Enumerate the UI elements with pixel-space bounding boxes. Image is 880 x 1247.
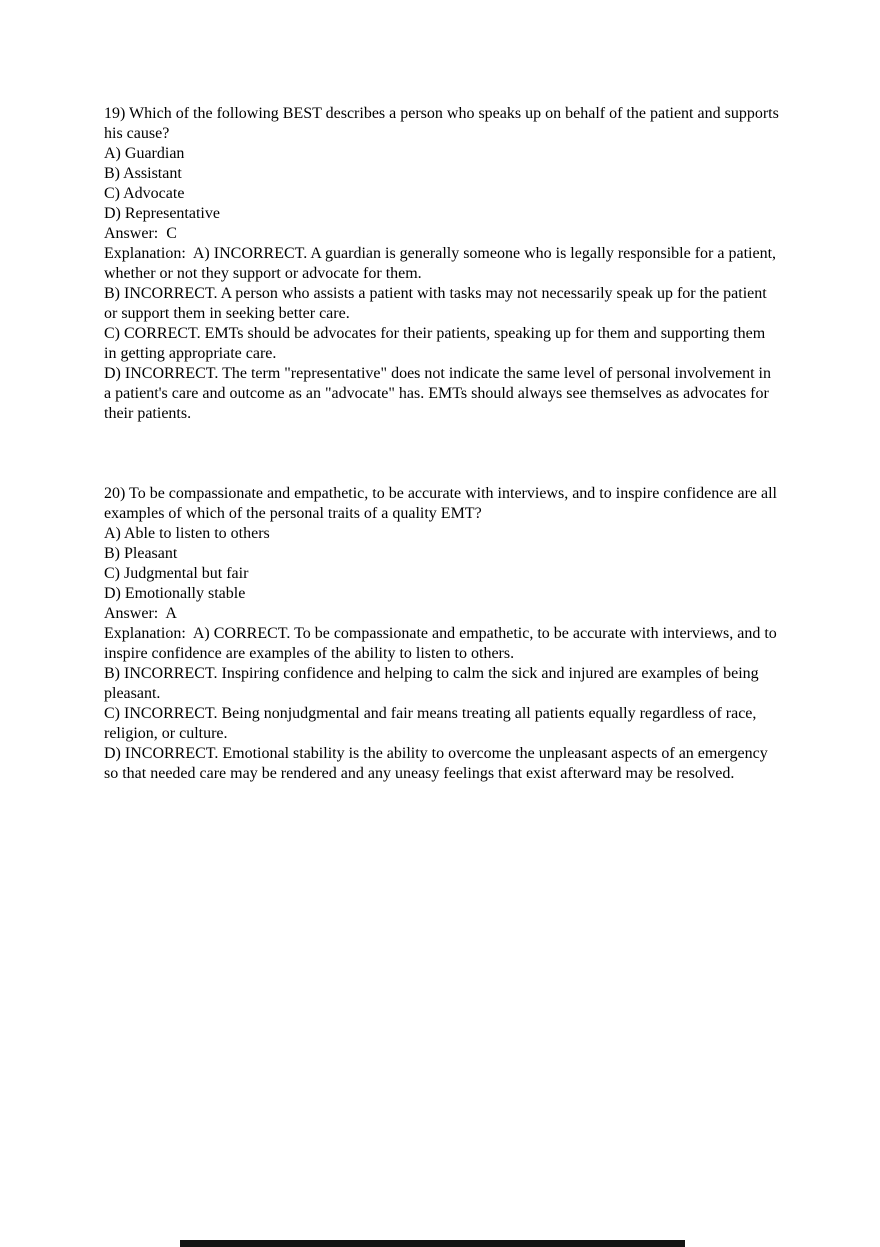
page-content [104, 104, 783, 784]
explanation-paragraph-c: C) CORRECT. EMTs should be advocates for their patients, speaking up for them and supporting them in getting appropriate care. [104, 325, 770, 362]
question-stem: 19) Which of the following BEST describes a person who speaks up on behalf of the patient and supports his cause? [104, 105, 783, 142]
question-option-c: C) Judgmental but fair [104, 565, 249, 582]
question-19 [104, 104, 783, 424]
question-option-b: B) Pleasant [104, 545, 178, 562]
explanation-paragraph-a: Explanation: A) INCORRECT. A guardian is generally someone who is legally responsible for a patient, whether or not they support or advocate for them. [104, 245, 781, 282]
question-option-a: A) Able to listen to others [104, 525, 270, 542]
explanation-paragraph-b: B) INCORRECT. Inspiring confidence and helping to calm the sick and injured are examples of being pleasant. [104, 665, 763, 702]
explanation-paragraph-c: C) INCORRECT. Being nonjudgmental and fair means treating all patients equally regardless of race, religion, or culture. [104, 705, 761, 742]
explanation-paragraph-d: D) INCORRECT. Emotional stability is the ability to overcome the unpleasant aspects of an emergency so that needed care may be rendered and any uneasy feelings that exist afterward may be resolved. [104, 745, 772, 782]
question-option-c: C) Advocate [104, 185, 185, 202]
question-option-d: D) Emotionally stable [104, 585, 246, 602]
explanation-paragraph-b: B) INCORRECT. A person who assists a patient with tasks may not necessarily speak up for the patient or support them in seeking better care. [104, 285, 771, 322]
answer-line: Answer: C [104, 225, 177, 242]
explanation-paragraph-a: Explanation: A) CORRECT. To be compassionate and empathetic, to be accurate with interviews, and to inspire confidence are examples of the ability to listen to others. [104, 625, 781, 662]
question-20 [104, 484, 780, 784]
question-option-d: D) Representative [104, 205, 220, 222]
explanation-paragraph-d: D) INCORRECT. The term "representative" does not indicate the same level of personal involvement in a patient's care and outcome as an "advocate" has. EMTs should always see themselves as advocates for their patients. [104, 365, 775, 422]
question-option-b: B) Assistant [104, 165, 182, 182]
question-option-a: A) Guardian [104, 145, 185, 162]
answer-line: Answer: A [104, 605, 177, 622]
bottom-edge-bar [180, 1240, 685, 1247]
question-stem: 20) To be compassionate and empathetic, to be accurate with interviews, and to inspire confidence are all examples of which of the personal traits of a quality EMT? [104, 485, 781, 522]
